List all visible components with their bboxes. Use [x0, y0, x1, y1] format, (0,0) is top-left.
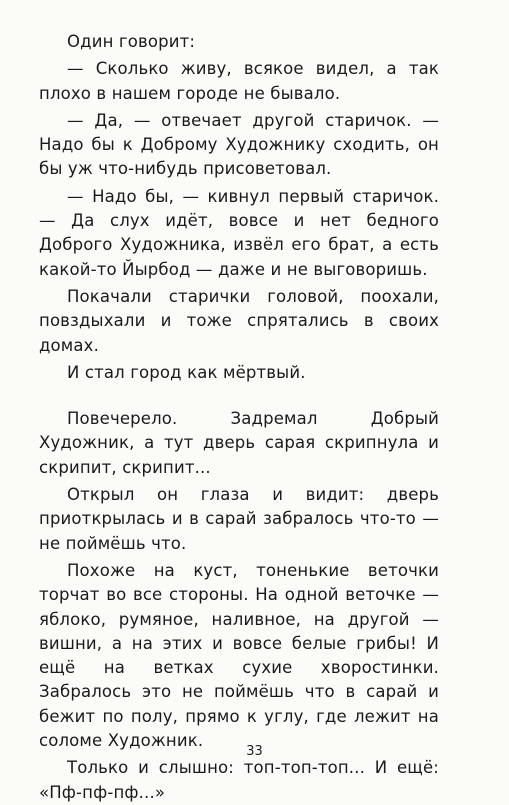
page-text	[39, 30, 439, 805]
paragraph: — Сколько живу, всякое видел, а так плохо в нашем городе не бывало.	[39, 59, 439, 103]
section-break	[39, 385, 439, 407]
paragraph: Открыл он глаза и видит: дверь приоткрылась и в сарай забралось что-то — не поймёшь что.	[39, 485, 439, 553]
paragraph: Повечерело. Задремал Добрый Художник, а тут дверь сарая скрипнула и скрипит, скрипит...	[39, 409, 439, 477]
paragraph: — Надо бы, — кивнул первый старичок. — Да слух идёт, вовсе и нет бедного Доброго Художника, извёл его брат, а есть какой-то Йырбод — даже и не выговоришь.	[39, 186, 439, 279]
paragraph: Покачали старички головой, поохали, повздыхали и тоже спрятались в своих домах.	[39, 286, 439, 355]
paragraph: И стал город как мёртвый.	[67, 362, 306, 382]
paragraph: Только и слышно: топ-топ-топ... И ещё: «Пф-пф-пф...»	[39, 758, 439, 802]
page-number: 33	[246, 744, 263, 759]
paragraph: Один говорит:	[67, 32, 196, 51]
paragraph: Похоже на куст, тоненькие веточки торчат во все стороны. На одной веточке — яблоко, румяное, наливное, на другой — вишни, а на этих и вовсе белые грибы! И ещё на ветках сухие хворостинки. Забралось это не поймёшь что в сарай и бежит по полу, прямо к углу, где лежит на соломе Художник.	[39, 560, 439, 751]
paragraph: — Да, — отвечает другой старичок. — Надо бы к Доброму Художнику сходить, он бы уж что-нибудь присоветовал.	[39, 110, 439, 179]
